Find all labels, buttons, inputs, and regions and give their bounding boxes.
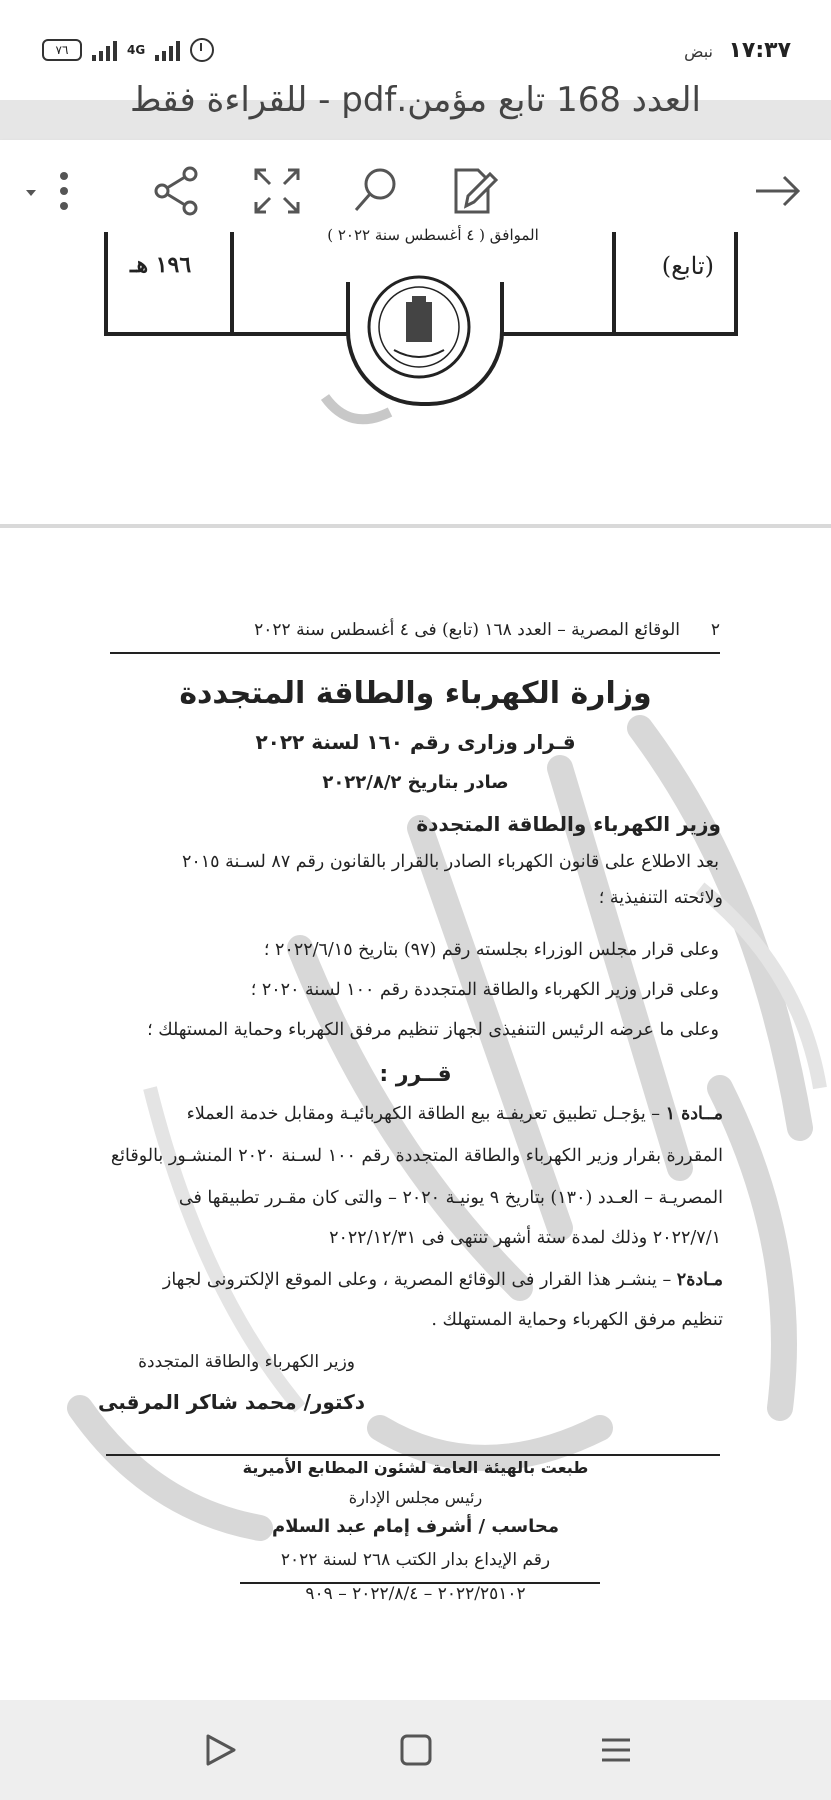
article1-text: – يؤجـل تطبيق تعريفـة بيع الطاقة الكهربائيـة ومقابل خدمة العملاء [186,1104,666,1124]
preamble-line: وعلى ما عرضه الرئيس التنفيذى لجهاز تنظيم مرفق الكهرباء وحماية المستهلك ؛ [147,1020,719,1040]
header-right-cell [612,232,734,332]
decided-heading: قــرر : [379,1062,452,1087]
signal-icon [92,39,117,61]
footer-rule [106,1454,720,1456]
carrier-label: نبض [684,42,713,61]
alarm-icon [190,38,214,62]
preamble-line: وعلى قرار مجلس الوزراء بجلسته رقم (٩٧) بتاريخ ٢٠٢٢/٦/١٥ ؛ [263,940,719,960]
signature-name: دكتور/ محمد شاكر المرقبى [97,1390,365,1414]
decree-date: صادر بتاريخ ٢٠٢٢/٨/٢ [322,772,509,793]
battery-level: ٧٦ [55,43,69,57]
article1-line: المقررة بقرار وزير الكهرباء والطاقة المتجددة رقم ١٠٠ لسـنة ٢٠٢٠ المنشـور بالوقائع [110,1146,723,1166]
back-triangle-icon[interactable] [200,1730,240,1770]
article2-text: – ينشـر هذا القرار فى الوقائع المصرية ، وعلى الموقع الإلكترونى لجهاز [162,1270,677,1290]
minister-heading: وزير الكهرباء والطاقة المتجددة [416,812,721,836]
forward-arrow-icon[interactable] [750,164,804,218]
battery-icon [42,39,82,61]
ministry-title: وزارة الكهرباء والطاقة المتجددة [179,676,652,711]
header-left-cell [108,232,234,332]
article1-label: مــادة ١ [665,1104,723,1124]
home-square-icon[interactable] [396,1730,436,1770]
more-menu-icon[interactable] [52,164,76,218]
search-icon[interactable] [348,164,402,218]
fullscreen-icon[interactable] [250,164,304,218]
share-icon[interactable] [150,164,204,218]
gregorian-date: الموافق ( ٤ أغسطس سنة ٢٠٢٢ ) [327,226,539,244]
chairman-name: محاسب / أشرف إمام عبد السلام [272,1516,559,1537]
watermark-fragment [320,392,400,432]
signal-2-icon [155,39,180,61]
network-type: 4G [127,43,146,57]
isbn-number: ٢٠٢٢/٢٥١٠٢ – ٢٠٢٢/٨/٤ – ٩٠٩ [305,1584,526,1604]
hijri-year: ١٩٦ هـ [130,252,192,278]
tabea-label: (تابع) [661,252,714,280]
edit-icon[interactable] [448,164,502,218]
printer-name: طبعت بالهيئة العامة لشئون المطابع الأميرية [242,1458,589,1477]
article2-line [163,1270,723,1290]
deposit-number: رقم الإيداع بدار الكتب ٢٦٨ لسنة ٢٠٢٢ [280,1550,551,1570]
article1-line [187,1104,723,1124]
preamble-line: وعلى قرار وزير الكهرباء والطاقة المتجددة رقم ١٠٠ لسنة ٢٠٢٠ ؛ [250,980,719,1000]
preamble-line: ولائحته التنفيذية ؛ [598,888,723,908]
article2-line: تنظيم مرفق الكهرباء وحماية المستهلك . [431,1310,723,1330]
article1-line: ٢٠٢٢/٧/١ وذلك لمدة ستة أشهر تنتهى فى ٢٠٢٢/١٢/٣١ [329,1228,721,1248]
status-icons [42,38,214,62]
article1-line: المصريـة – العـدد (١٣٠) بتاريخ ٩ يونيـة ٢٠٢٠ – والتى كان مقـرر تطبيقها فى [178,1188,723,1208]
pdf-page-1 [0,226,831,524]
document-title: العدد 168 تابع مؤمن.pdf - للقراءة فقط [130,80,701,120]
page-number: ٢ [710,620,720,640]
seal-logo [364,272,474,382]
decree-number: قـرار وزارى رقم ١٦٠ لسنة ٢٠٢٢ [255,730,576,754]
recents-menu-icon[interactable] [596,1730,636,1770]
pdf-page-2 [0,528,831,1700]
status-time: ١٧:٣٧ [728,38,791,63]
article2-label: مـادة٢ [676,1270,723,1290]
running-header-text: الوقائع المصرية – العدد ١٦٨ (تابع) فى ٤ أغسطس سنة ٢٠٢٢ [254,620,680,640]
running-header [110,620,720,654]
signature-title: وزير الكهرباء والطاقة المتجددة [138,1352,355,1372]
chairman-title: رئيس مجلس الإدارة [348,1488,483,1507]
preamble-line: بعد الاطلاع على قانون الكهرباء الصادر بالقرار بالقانون رقم ٨٧ لسـنة ٢٠١٥ [181,852,719,872]
system-nav-bar [0,1700,831,1800]
